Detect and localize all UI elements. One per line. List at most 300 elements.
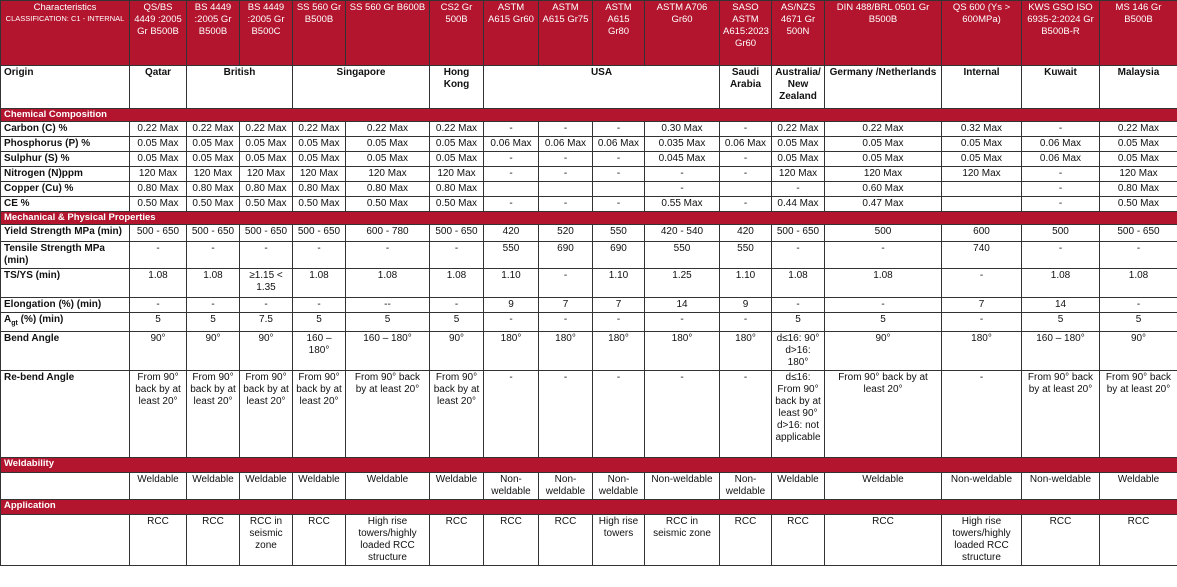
value-cell: - xyxy=(187,298,240,313)
value-cell: From 90° back by at least 20° xyxy=(187,371,240,458)
value-cell: - xyxy=(293,242,346,269)
value-cell: 0.05 Max xyxy=(430,152,484,167)
value-cell: - xyxy=(772,182,825,197)
value-cell: - xyxy=(1100,242,1177,269)
row-bend xyxy=(1,332,1177,371)
value-cell: - xyxy=(484,152,539,167)
value-cell: RCC xyxy=(825,515,942,566)
row-label: Carbon (C) % xyxy=(1,122,130,137)
value-cell: - xyxy=(1022,182,1100,197)
value-cell: Weldable xyxy=(130,473,187,500)
value-cell: 0.80 Max xyxy=(1100,182,1177,197)
section-title: Application xyxy=(1,500,1177,515)
value-cell: 14 xyxy=(645,298,720,313)
value-cell: 7 xyxy=(593,298,645,313)
value-cell: ≥1.15 < 1.35 xyxy=(240,269,293,298)
origin-cell: Singapore xyxy=(293,66,430,109)
value-cell: 90° xyxy=(187,332,240,371)
row-weld xyxy=(1,473,1177,500)
value-cell: 120 Max xyxy=(942,167,1022,182)
value-cell: Weldable xyxy=(293,473,346,500)
value-cell: 1.25 xyxy=(645,269,720,298)
value-cell: 0.045 Max xyxy=(645,152,720,167)
value-cell: - xyxy=(645,182,720,197)
row-label xyxy=(1,515,130,566)
row-elongation xyxy=(1,298,1177,313)
value-cell: RCC xyxy=(430,515,484,566)
value-cell: 500 - 650 xyxy=(1100,225,1177,242)
value-cell: - xyxy=(645,313,720,332)
standard-header: CS2 Gr 500B xyxy=(430,1,484,66)
value-cell: - xyxy=(430,242,484,269)
value-cell: From 90° back by at least 20° xyxy=(130,371,187,458)
value-cell: 120 Max xyxy=(130,167,187,182)
value-cell: - xyxy=(720,122,772,137)
value-cell: 5 xyxy=(293,313,346,332)
row-nitrogen xyxy=(1,167,1177,182)
value-cell: RCC xyxy=(484,515,539,566)
value-cell: 740 xyxy=(942,242,1022,269)
value-cell: Non-weldable xyxy=(1022,473,1100,500)
value-cell: Weldable xyxy=(240,473,293,500)
value-cell: 0.05 Max xyxy=(346,137,430,152)
value-cell: - xyxy=(539,313,593,332)
row-carbon xyxy=(1,122,1177,137)
value-cell: 550 xyxy=(593,225,645,242)
value-cell: 90° xyxy=(240,332,293,371)
row-label: Elongation (%) (min) xyxy=(1,298,130,313)
value-cell: 0.22 Max xyxy=(240,122,293,137)
row-rebend xyxy=(1,371,1177,458)
value-cell: High rise towers/highly loaded RCC structure xyxy=(346,515,430,566)
value-cell: 180° xyxy=(593,332,645,371)
value-cell: 120 Max xyxy=(346,167,430,182)
value-cell: 550 xyxy=(484,242,539,269)
value-cell: - xyxy=(720,371,772,458)
value-cell: RCC xyxy=(539,515,593,566)
value-cell: 0.80 Max xyxy=(130,182,187,197)
value-cell xyxy=(593,182,645,197)
value-cell: 600 - 780 xyxy=(346,225,430,242)
value-cell: - xyxy=(593,197,645,212)
value-cell: High rise towers xyxy=(593,515,645,566)
row-label: Origin xyxy=(1,66,130,109)
value-cell: Weldable xyxy=(346,473,430,500)
section-mechanical xyxy=(1,212,1177,225)
value-cell: 0.50 Max xyxy=(430,197,484,212)
value-cell: - xyxy=(825,298,942,313)
value-cell: 500 xyxy=(825,225,942,242)
value-cell: From 90° back by at least 20° xyxy=(240,371,293,458)
origin-cell: Saudi Arabia xyxy=(720,66,772,109)
origin-cell: USA xyxy=(484,66,720,109)
characteristics-header xyxy=(1,1,130,66)
value-cell: - xyxy=(1022,242,1100,269)
value-cell: - xyxy=(240,298,293,313)
value-cell: 5 xyxy=(825,313,942,332)
value-cell: - xyxy=(539,269,593,298)
value-cell: 120 Max xyxy=(772,167,825,182)
value-cell: - xyxy=(645,371,720,458)
value-cell: 180° xyxy=(484,332,539,371)
value-cell: - xyxy=(484,371,539,458)
value-cell: - xyxy=(539,122,593,137)
value-cell: - xyxy=(772,298,825,313)
value-cell: 500 - 650 xyxy=(430,225,484,242)
value-cell: - xyxy=(720,313,772,332)
value-cell: - xyxy=(484,313,539,332)
standard-header: AS/NZS 4671 Gr 500N xyxy=(772,1,825,66)
value-cell: From 90° back by at least 20° xyxy=(825,371,942,458)
value-cell: - xyxy=(1022,122,1100,137)
section-weldability xyxy=(1,458,1177,473)
value-cell: From 90° back by at least 20° xyxy=(346,371,430,458)
value-cell: 180° xyxy=(720,332,772,371)
value-cell: 0.05 Max xyxy=(772,137,825,152)
value-cell: 0.035 Max xyxy=(645,137,720,152)
value-cell: 0.60 Max xyxy=(825,182,942,197)
value-cell: 0.80 Max xyxy=(430,182,484,197)
value-cell: 0.06 Max xyxy=(539,137,593,152)
row-label: CE % xyxy=(1,197,130,212)
value-cell: 0.50 Max xyxy=(1100,197,1177,212)
value-cell: 5 xyxy=(346,313,430,332)
value-cell: 550 xyxy=(645,242,720,269)
value-cell xyxy=(720,182,772,197)
standard-header: MS 146 Gr B500B xyxy=(1100,1,1177,66)
value-cell: 0.50 Max xyxy=(130,197,187,212)
value-cell: 5 xyxy=(187,313,240,332)
value-cell: 5 xyxy=(1100,313,1177,332)
standard-header: SS 560 Gr B600B xyxy=(346,1,430,66)
value-cell: 7.5 xyxy=(240,313,293,332)
value-cell: Non-weldable xyxy=(645,473,720,500)
value-cell: RCC in seismic zone xyxy=(645,515,720,566)
value-cell: RCC xyxy=(1022,515,1100,566)
value-cell: - xyxy=(240,242,293,269)
standard-header: DIN 488/BRL 0501 Gr B500B xyxy=(825,1,942,66)
value-cell: 5 xyxy=(430,313,484,332)
value-cell: 0.05 Max xyxy=(187,137,240,152)
origin-row xyxy=(1,66,1177,109)
value-cell: - xyxy=(1022,197,1100,212)
value-cell xyxy=(484,182,539,197)
value-cell: 0.80 Max xyxy=(187,182,240,197)
section-title: Mechanical & Physical Properties xyxy=(1,212,1177,225)
value-cell: 0.05 Max xyxy=(430,137,484,152)
characteristics-title: Characteristics xyxy=(33,2,97,13)
row-label xyxy=(1,473,130,500)
value-cell: From 90° back by at least 20° xyxy=(293,371,346,458)
value-cell: Weldable xyxy=(1100,473,1177,500)
value-cell: 90° xyxy=(430,332,484,371)
value-cell: RCC xyxy=(1100,515,1177,566)
value-cell: 0.05 Max xyxy=(346,152,430,167)
value-cell: 500 xyxy=(1022,225,1100,242)
value-cell: - xyxy=(539,167,593,182)
value-cell: 5 xyxy=(130,313,187,332)
value-cell: 0.05 Max xyxy=(1100,137,1177,152)
value-cell: 420 xyxy=(484,225,539,242)
value-cell: - xyxy=(593,167,645,182)
value-cell: - xyxy=(539,152,593,167)
value-cell: - xyxy=(772,242,825,269)
value-cell: 0.22 Max xyxy=(825,122,942,137)
origin-cell: British xyxy=(187,66,293,109)
standard-header: SS 560 Gr B500B xyxy=(293,1,346,66)
value-cell: 0.05 Max xyxy=(772,152,825,167)
value-cell: 500 - 650 xyxy=(187,225,240,242)
row-phosphorus xyxy=(1,137,1177,152)
value-cell: 120 Max xyxy=(825,167,942,182)
value-cell: 1.08 xyxy=(346,269,430,298)
value-cell: - xyxy=(130,298,187,313)
value-cell: 160 – 180° xyxy=(1022,332,1100,371)
value-cell: 0.22 Max xyxy=(293,122,346,137)
value-cell: - xyxy=(1100,298,1177,313)
value-cell: 120 Max xyxy=(293,167,346,182)
value-cell: 520 xyxy=(539,225,593,242)
standard-header: ASTM A706 Gr60 xyxy=(645,1,720,66)
section-chemical xyxy=(1,109,1177,122)
value-cell: 0.22 Max xyxy=(430,122,484,137)
value-cell: 500 - 650 xyxy=(130,225,187,242)
value-cell: 1.10 xyxy=(593,269,645,298)
row-label: Nitrogen (N)ppm xyxy=(1,167,130,182)
value-cell: 0.05 Max xyxy=(130,137,187,152)
value-cell: 0.44 Max xyxy=(772,197,825,212)
value-cell: Non-weldable xyxy=(539,473,593,500)
value-cell: - xyxy=(539,197,593,212)
value-cell: - xyxy=(720,152,772,167)
origin-cell: Australia/ New Zealand xyxy=(772,66,825,109)
value-cell: 120 Max xyxy=(430,167,484,182)
value-cell: RCC xyxy=(772,515,825,566)
value-cell: 0.05 Max xyxy=(187,152,240,167)
value-cell: - xyxy=(430,298,484,313)
standard-header: ASTM A615 Gr60 xyxy=(484,1,539,66)
row-label: Tensile Strength MPa (min) xyxy=(1,242,130,269)
value-cell: 0.32 Max xyxy=(942,122,1022,137)
value-cell: 1.08 xyxy=(293,269,346,298)
value-cell: 180° xyxy=(942,332,1022,371)
value-cell: 0.06 Max xyxy=(1022,152,1100,167)
value-cell: 690 xyxy=(593,242,645,269)
value-cell: 690 xyxy=(539,242,593,269)
header-row xyxy=(1,1,1177,66)
origin-cell: Hong Kong xyxy=(430,66,484,109)
row-label: Re-bend Angle xyxy=(1,371,130,458)
value-cell: 1.08 xyxy=(187,269,240,298)
value-cell: 0.80 Max xyxy=(293,182,346,197)
value-cell: 90° xyxy=(1100,332,1177,371)
origin-cell: Internal xyxy=(942,66,1022,109)
value-cell: - xyxy=(346,242,430,269)
row-ce xyxy=(1,197,1177,212)
value-cell: 0.05 Max xyxy=(293,137,346,152)
value-cell: 120 Max xyxy=(1100,167,1177,182)
value-cell xyxy=(942,182,1022,197)
value-cell: - xyxy=(942,269,1022,298)
value-cell: - xyxy=(1022,167,1100,182)
standard-header: SASO ASTM A615:2023 Gr60 xyxy=(720,1,772,66)
row-app xyxy=(1,515,1177,566)
value-cell: RCC xyxy=(130,515,187,566)
value-cell: - xyxy=(593,122,645,137)
value-cell: - xyxy=(187,242,240,269)
standard-header: QS/BS 4449 :2005 Gr B500B xyxy=(130,1,187,66)
value-cell: 500 - 650 xyxy=(293,225,346,242)
value-cell: - xyxy=(130,242,187,269)
value-cell: 160 – 180° xyxy=(293,332,346,371)
row-label: TS/YS (min) xyxy=(1,269,130,298)
value-cell: 0.30 Max xyxy=(645,122,720,137)
value-cell: Non-weldable xyxy=(593,473,645,500)
value-cell: - xyxy=(293,298,346,313)
value-cell: d≤16: 90° d>16: 180° xyxy=(772,332,825,371)
value-cell: 1.08 xyxy=(430,269,484,298)
value-cell: 0.05 Max xyxy=(130,152,187,167)
value-cell: 0.22 Max xyxy=(772,122,825,137)
origin-cell: Qatar xyxy=(130,66,187,109)
value-cell: - xyxy=(539,371,593,458)
value-cell: - xyxy=(645,167,720,182)
value-cell: Weldable xyxy=(430,473,484,500)
value-cell: Weldable xyxy=(187,473,240,500)
value-cell: 0.55 Max xyxy=(645,197,720,212)
value-cell: 0.06 Max xyxy=(484,137,539,152)
value-cell: 0.50 Max xyxy=(293,197,346,212)
standard-header: ASTM A615 Gr80 xyxy=(593,1,645,66)
row-label: Sulphur (S) % xyxy=(1,152,130,167)
value-cell xyxy=(539,182,593,197)
origin-cell: Malaysia xyxy=(1100,66,1177,109)
origin-cell: Germany /Netherlands xyxy=(825,66,942,109)
row-agt xyxy=(1,313,1177,332)
value-cell: 5 xyxy=(772,313,825,332)
value-cell: -- xyxy=(346,298,430,313)
value-cell: 160 – 180° xyxy=(346,332,430,371)
standard-header: BS 4449 :2005 Gr B500B xyxy=(187,1,240,66)
row-label: $A_{gt}$ (%) (min) xyxy=(1,313,130,332)
value-cell: 1.10 xyxy=(720,269,772,298)
standard-header: BS 4449 :2005 Gr B500C xyxy=(240,1,293,66)
value-cell: 0.50 Max xyxy=(187,197,240,212)
value-cell: 0.22 Max xyxy=(346,122,430,137)
standard-header: QS 600 (Ys > 600MPa) xyxy=(942,1,1022,66)
value-cell: 1.08 xyxy=(1100,269,1177,298)
row-copper xyxy=(1,182,1177,197)
value-cell: 1.08 xyxy=(772,269,825,298)
value-cell: 0.50 Max xyxy=(240,197,293,212)
value-cell: 90° xyxy=(130,332,187,371)
value-cell: 180° xyxy=(539,332,593,371)
row-tensile xyxy=(1,242,1177,269)
value-cell: 600 xyxy=(942,225,1022,242)
standard-header: ASTM A615 Gr75 xyxy=(539,1,593,66)
value-cell: 5 xyxy=(1022,313,1100,332)
origin-cell: Kuwait xyxy=(1022,66,1100,109)
value-cell: - xyxy=(593,152,645,167)
value-cell: 7 xyxy=(539,298,593,313)
value-cell: 14 xyxy=(1022,298,1100,313)
value-cell: 120 Max xyxy=(240,167,293,182)
value-cell: - xyxy=(720,197,772,212)
row-label: Yield Strength MPa (min) xyxy=(1,225,130,242)
value-cell: RCC xyxy=(187,515,240,566)
value-cell: 0.05 Max xyxy=(293,152,346,167)
row-label: Bend Angle xyxy=(1,332,130,371)
value-cell: 0.05 Max xyxy=(240,137,293,152)
value-cell: From 90° back by at least 20° xyxy=(1022,371,1100,458)
value-cell: 0.22 Max xyxy=(1100,122,1177,137)
value-cell: Weldable xyxy=(825,473,942,500)
row-label: Copper (Cu) % xyxy=(1,182,130,197)
value-cell: Non-weldable xyxy=(942,473,1022,500)
value-cell: 1.08 xyxy=(1022,269,1100,298)
value-cell xyxy=(942,197,1022,212)
value-cell: - xyxy=(484,197,539,212)
section-application xyxy=(1,500,1177,515)
value-cell: 9 xyxy=(720,298,772,313)
value-cell: 0.05 Max xyxy=(240,152,293,167)
standard-header: KWS GSO ISO 6935-2:2024 Gr B500B-R xyxy=(1022,1,1100,66)
value-cell: Non-weldable xyxy=(720,473,772,500)
value-cell: 1.10 xyxy=(484,269,539,298)
row-yield xyxy=(1,225,1177,242)
value-cell: 420 - 540 xyxy=(645,225,720,242)
value-cell: 420 xyxy=(720,225,772,242)
row-label: Phosphorus (P) % xyxy=(1,137,130,152)
value-cell: 0.06 Max xyxy=(593,137,645,152)
value-cell: - xyxy=(720,167,772,182)
value-cell: - xyxy=(825,242,942,269)
value-cell: 0.06 Max xyxy=(720,137,772,152)
value-cell: From 90° back by at least 20° xyxy=(1100,371,1177,458)
value-cell: - xyxy=(484,167,539,182)
value-cell: RCC in seismic zone xyxy=(240,515,293,566)
value-cell: - xyxy=(484,122,539,137)
classification-label: CLASSIFICATION: C1 - INTERNAL xyxy=(5,14,125,23)
value-cell: 180° xyxy=(645,332,720,371)
value-cell: 120 Max xyxy=(187,167,240,182)
value-cell: Non-weldable xyxy=(484,473,539,500)
value-cell: 0.22 Max xyxy=(130,122,187,137)
value-cell: 0.47 Max xyxy=(825,197,942,212)
value-cell: From 90° back by at least 20° xyxy=(430,371,484,458)
value-cell: 500 - 650 xyxy=(772,225,825,242)
value-cell: 0.05 Max xyxy=(1100,152,1177,167)
value-cell: 0.80 Max xyxy=(240,182,293,197)
value-cell: 500 - 650 xyxy=(240,225,293,242)
value-cell: 0.05 Max xyxy=(825,152,942,167)
value-cell: 0.22 Max xyxy=(187,122,240,137)
value-cell: - xyxy=(942,371,1022,458)
value-cell: 0.05 Max xyxy=(942,137,1022,152)
value-cell: 9 xyxy=(484,298,539,313)
value-cell: - xyxy=(593,313,645,332)
value-cell: 0.05 Max xyxy=(942,152,1022,167)
value-cell: - xyxy=(942,313,1022,332)
value-cell: 7 xyxy=(942,298,1022,313)
value-cell: Weldable xyxy=(772,473,825,500)
value-cell: d≤16: From 90° back by at least 90° d>16: not applicable xyxy=(772,371,825,458)
value-cell: 90° xyxy=(825,332,942,371)
value-cell: 0.80 Max xyxy=(346,182,430,197)
value-cell: - xyxy=(593,371,645,458)
value-cell: 0.05 Max xyxy=(825,137,942,152)
value-cell: 1.08 xyxy=(825,269,942,298)
